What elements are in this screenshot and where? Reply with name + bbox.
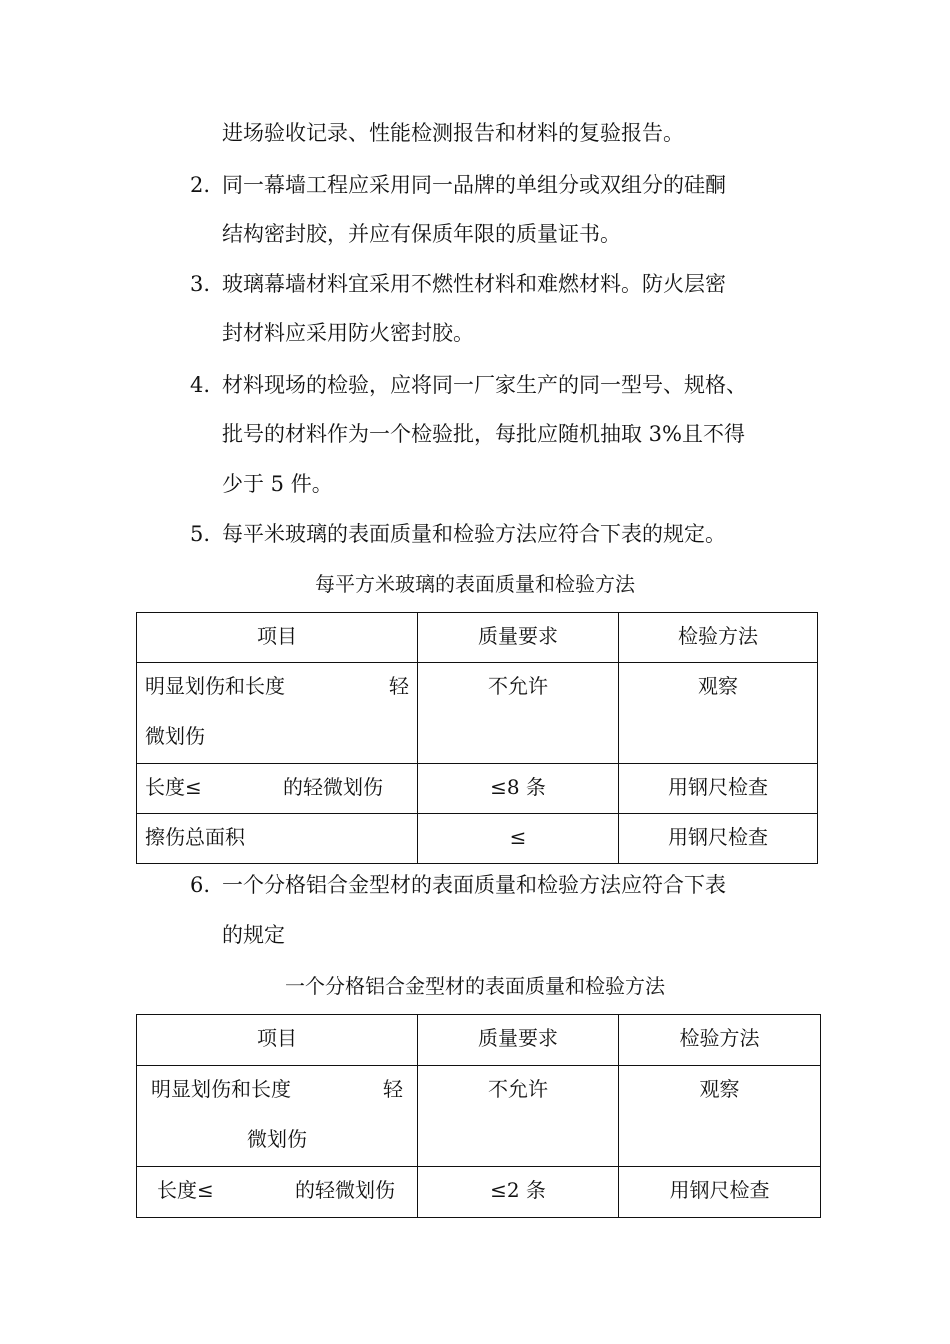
paragraph-line: 结构密封胶，并应有保质年限的质量证书。 <box>222 222 621 246</box>
item-text: 长度≤ <box>145 775 202 799</box>
requirement-cell: ≤ <box>418 814 619 864</box>
paragraph-line: 进场验收记录、性能检测报告和材料的复验报告。 <box>222 121 684 145</box>
item-text: 的轻微划伤 <box>283 775 383 799</box>
item-text: 微划伤 <box>247 1127 307 1151</box>
item-text: 微划伤 <box>145 724 205 748</box>
item-text: 擦伤总面积 <box>145 825 245 849</box>
method-cell: 用钢尺检查 <box>619 814 818 864</box>
item-text: 明显划伤和长度 <box>145 674 285 698</box>
paragraph-line: 每平米玻璃的表面质量和检验方法应符合下表的规定。 <box>222 522 726 546</box>
paragraph-line: 批号的材料作为一个检验批，每批应随机抽取 3%且不得 <box>222 422 745 446</box>
table-row <box>137 663 818 764</box>
item-cell <box>137 814 418 864</box>
table-row <box>137 1066 821 1167</box>
requirement-cell: ≤2 条 <box>418 1167 619 1218</box>
paragraph-line: 少于 5 件。 <box>222 472 333 496</box>
item-cell <box>137 663 418 764</box>
aluminum-quality-table <box>136 1014 821 1218</box>
paragraph-line: 同一幕墙工程应采用同一品牌的单组分或双组分的硅酮 <box>222 173 726 197</box>
header-cell: 检验方法 <box>619 1015 821 1066</box>
method-cell: 用钢尺检查 <box>619 1167 821 1218</box>
method-cell: 观察 <box>619 663 818 764</box>
table-row <box>137 1167 821 1218</box>
item-text: 轻 <box>389 674 409 698</box>
item-number: 4. <box>190 373 211 397</box>
header-cell: 项目 <box>137 1015 418 1066</box>
header-cell: 检验方法 <box>619 613 818 663</box>
item-number: 2. <box>190 173 211 197</box>
table-row <box>137 814 818 864</box>
table-caption: 一个分格铝合金型材的表面质量和检验方法 <box>285 974 665 998</box>
requirement-cell: 不允许 <box>418 663 619 764</box>
method-cell: 用钢尺检查 <box>619 764 818 814</box>
table-header-row <box>137 613 818 663</box>
item-text: 轻 <box>383 1077 403 1101</box>
header-cell: 质量要求 <box>418 613 619 663</box>
item-text: 长度≤ <box>157 1178 214 1202</box>
item-number: 6. <box>190 873 211 897</box>
item-number: 5. <box>190 522 211 546</box>
item-number: 3. <box>190 272 211 296</box>
paragraph-line: 封材料应采用防火密封胶。 <box>222 321 474 345</box>
item-cell <box>137 1066 418 1167</box>
paragraph-line: 的规定 <box>222 923 285 947</box>
item-text: 的轻微划伤 <box>295 1178 395 1202</box>
paragraph-line: 材料现场的检验，应将同一厂家生产的同一型号、规格、 <box>222 373 747 397</box>
paragraph-line: 一个分格铝合金型材的表面质量和检验方法应符合下表 <box>222 873 726 897</box>
table-header-row <box>137 1015 821 1066</box>
method-cell: 观察 <box>619 1066 821 1167</box>
item-text: 明显划伤和长度 <box>151 1077 291 1101</box>
header-cell: 项目 <box>137 613 418 663</box>
glass-quality-table <box>136 612 818 864</box>
header-cell: 质量要求 <box>418 1015 619 1066</box>
requirement-cell: ≤8 条 <box>418 764 619 814</box>
requirement-cell: 不允许 <box>418 1066 619 1167</box>
paragraph-line: 玻璃幕墙材料宜采用不燃性材料和难燃材料。防火层密 <box>222 272 726 296</box>
table-row <box>137 764 818 814</box>
table-caption: 每平方米玻璃的表面质量和检验方法 <box>315 572 635 596</box>
item-cell <box>137 1167 418 1218</box>
item-cell <box>137 764 418 814</box>
